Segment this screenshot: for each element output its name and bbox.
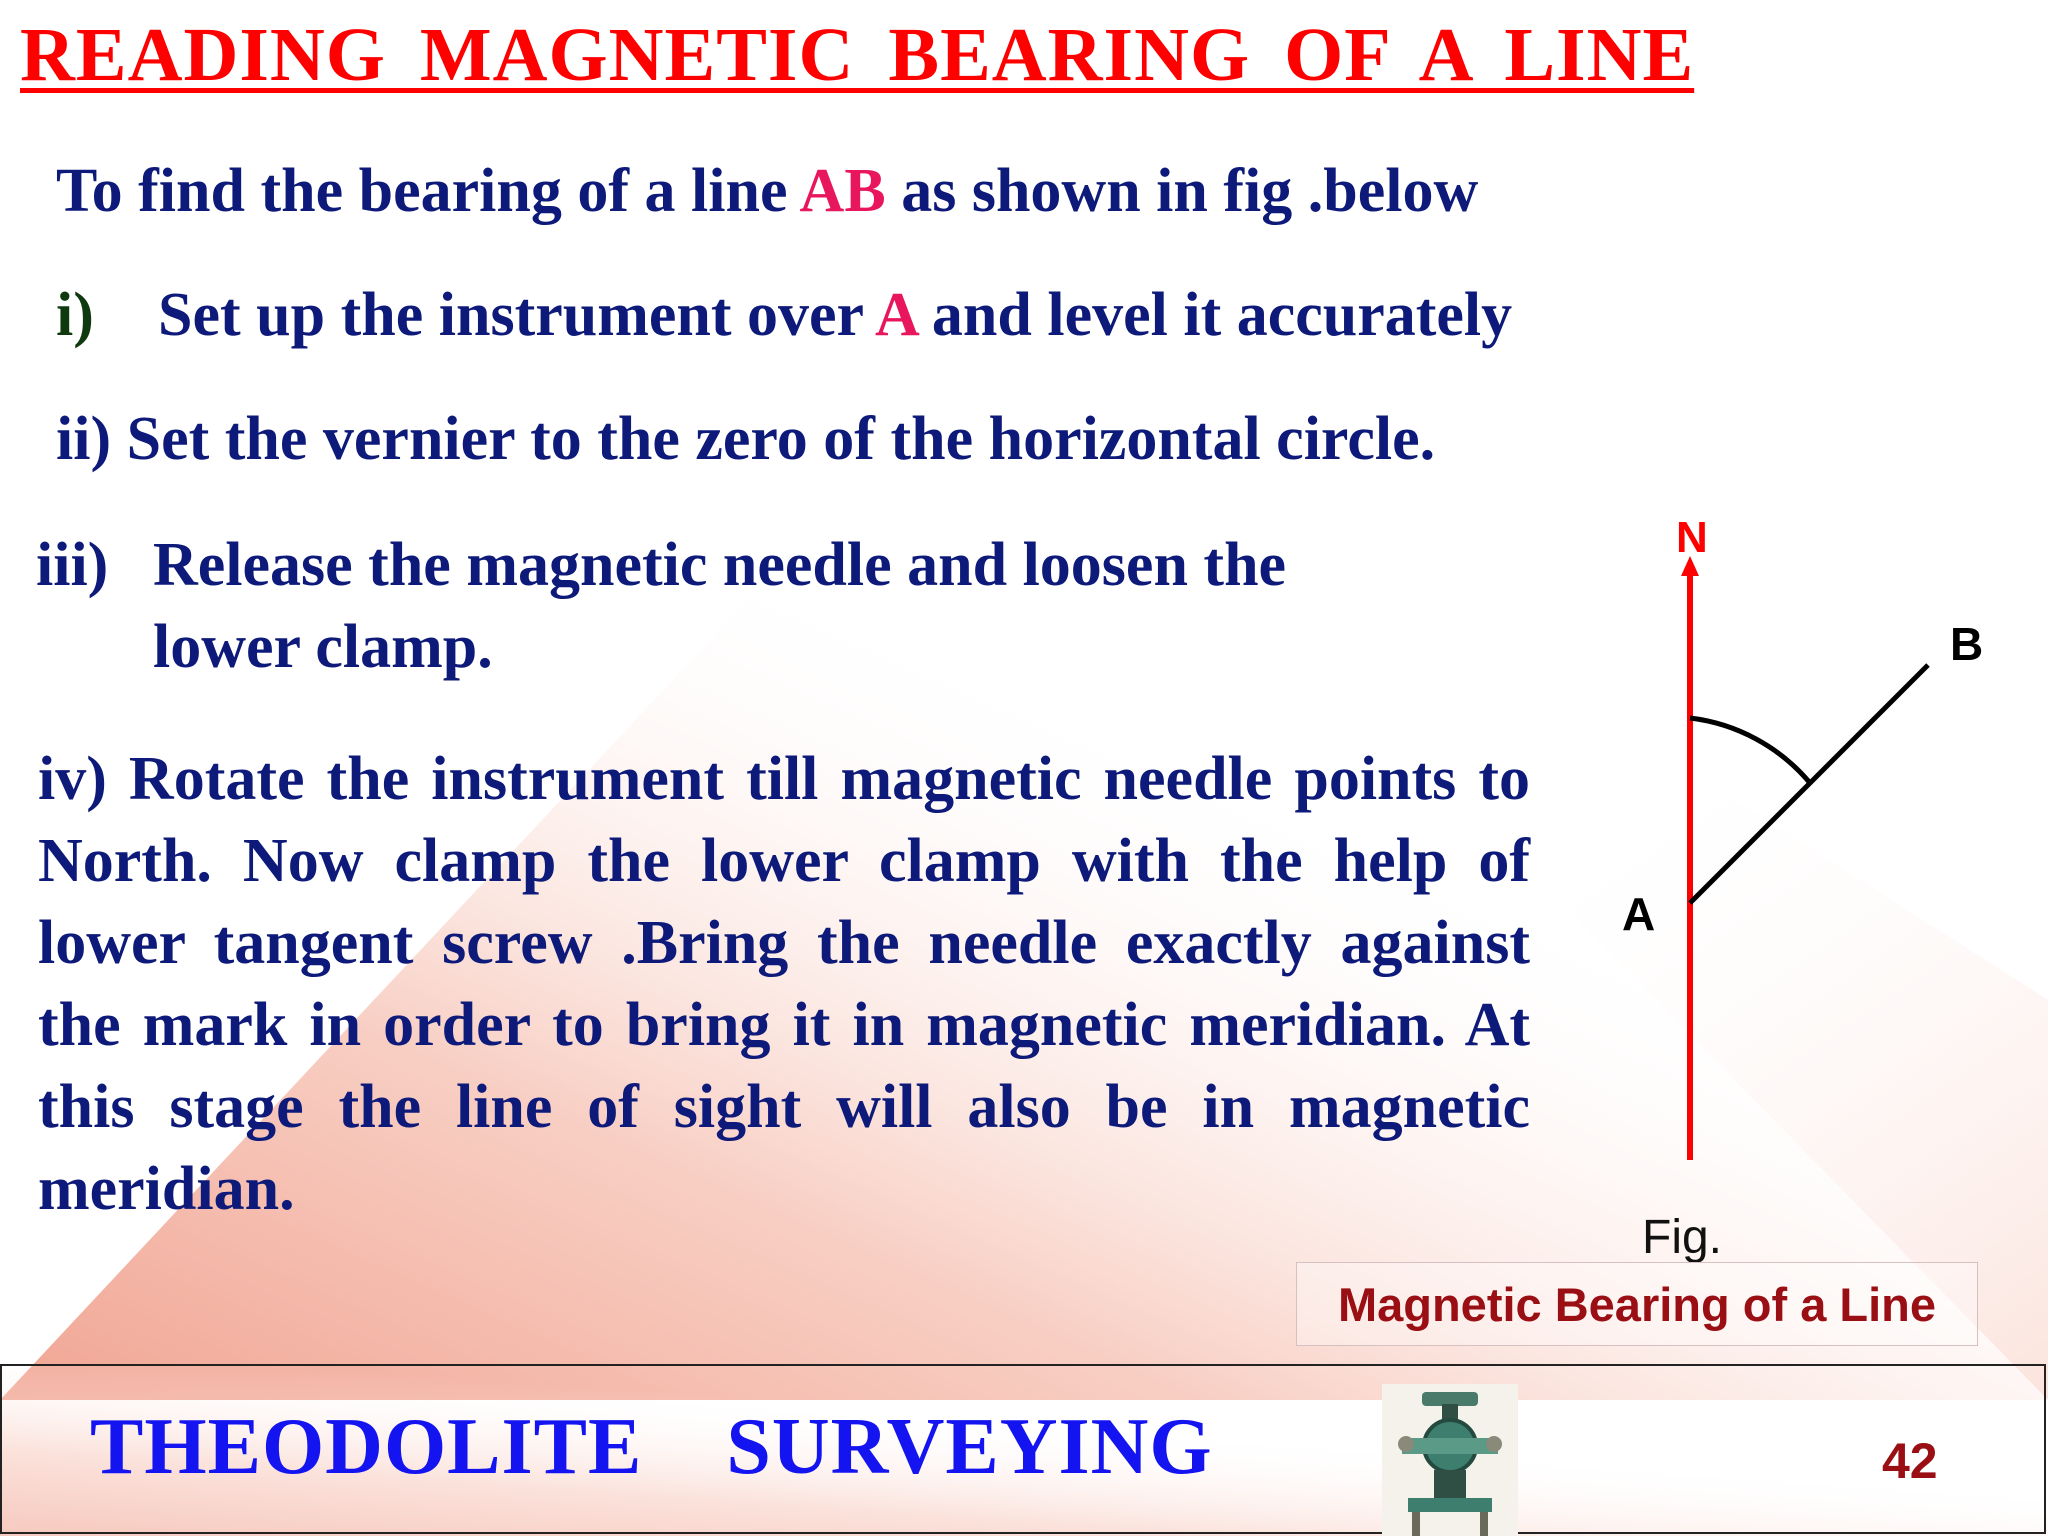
point-b-label: B (1950, 618, 1984, 670)
page-number: 42 (1882, 1433, 1938, 1489)
step-3-continued (153, 612, 493, 683)
intro-highlight: AB (799, 157, 886, 225)
slide-title: READING MAGNETIC BEARING OF A LINE (20, 13, 1695, 97)
line-ab (1690, 665, 1928, 903)
step-4-paragraph: iv) Rotate the instrument till magnetic needle points to North. Now clamp the lower clamp with the help of lower tangent screw .Bring the needle exactly against the mark in order to bring it in magnetic meridian. At this stage the line of sight will also be in magnetic meridian. (38, 745, 1530, 1223)
bearing-angle-arc (1690, 718, 1810, 783)
figure-caption-box (1296, 1262, 1978, 1346)
step-2-number: ii) (56, 405, 112, 473)
figure-caption: Magnetic Bearing of a Line (1337, 1277, 1937, 1331)
step-3 (36, 530, 1286, 601)
step-3-line-1: Release the magnetic needle and loosen the (153, 531, 1287, 599)
step-1 (56, 280, 1512, 351)
step-2 (56, 404, 1435, 475)
intro-line (56, 156, 1478, 227)
step-1-highlight: A (875, 281, 917, 349)
step-1-text-pre: Set up the instrument over (158, 281, 876, 349)
bearing-diagram (1560, 500, 2020, 1220)
intro-text-pre: To find the bearing of a line (56, 157, 800, 225)
north-label: N (1676, 513, 1708, 562)
figure-label: Fig. (1642, 1211, 1723, 1264)
footer-title: THEODOLITE SURVEYING (90, 1403, 1213, 1491)
footer-bar (0, 1364, 2046, 1534)
intro-text-post: as shown in fig .below (885, 157, 1479, 225)
step-2-text: Set the vernier to the zero of the horizontal circle. (126, 405, 1436, 473)
step-3-line-2: lower clamp. (153, 613, 493, 681)
theodolite-instrument-icon (1382, 1384, 1518, 1536)
step-1-text-post: and level it accurately (916, 281, 1513, 349)
step-3-number: iii) (36, 531, 109, 599)
step-1-number: i) (56, 281, 94, 349)
point-a-label: A (1622, 888, 1656, 940)
